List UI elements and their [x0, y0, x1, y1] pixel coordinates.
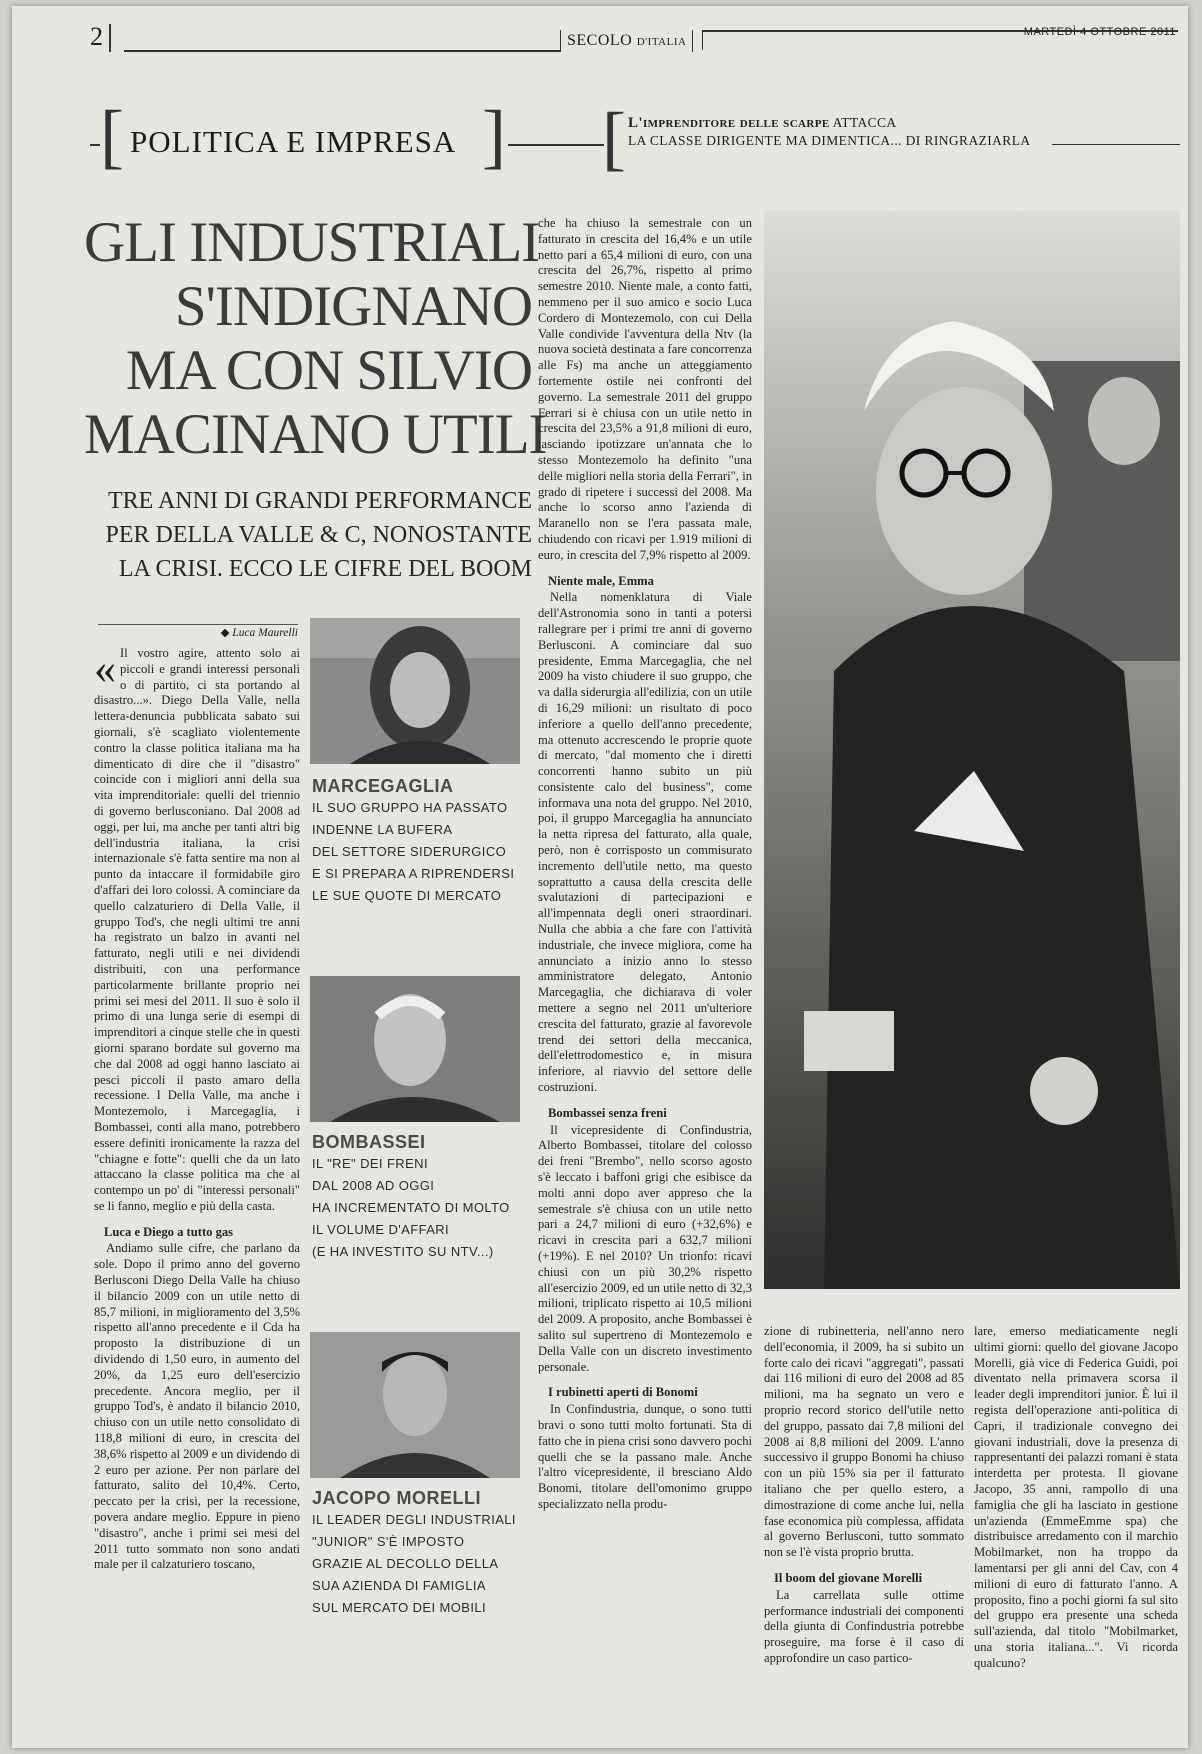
bombassei-photo — [310, 976, 520, 1122]
sidebar-marcegaglia: MARCEGAGLIA IL SUO GRUPPO HA PASSATO INDENNE LA BUFERA DEL SETTORE SIDERURGICO E SI PREPARA A RIPRENDERSI LE SUE QUOTE DI MERCATO — [312, 776, 515, 903]
marcegaglia-photo — [310, 618, 520, 764]
sidebar-bombassei: BOMBASSEI IL "RE" DEI FRENI DAL 2008 AD OGGI HA INCREMENTATO DI MOLTO IL VOLUME D'AFFARI (E HA INVESTITO SU NTV...) — [312, 1132, 510, 1259]
section-rule-left — [90, 144, 100, 146]
newspaper-page — [12, 6, 1188, 1748]
section-title: POLITICA E IMPRESA — [130, 124, 457, 159]
paragraph-heading: I rubinetti aperti di Bonomi — [548, 1385, 698, 1400]
section-kicker: L'imprenditore delle scarpe ATTACCA LA CLASSE DIRIGENTE MA DIMENTICA... DI RINGRAZIARLA — [628, 115, 1031, 148]
kicker-bracket: [ — [602, 98, 626, 178]
header-rule-left — [124, 50, 560, 52]
issue-date: MARTEDÌ 4 OTTOBRE 2011 — [1023, 26, 1176, 38]
paragraph-heading: Bombassei senza freni — [548, 1105, 667, 1120]
paragraph-heading: Il boom del giovane Morelli — [774, 1570, 923, 1585]
section-rule-mid — [508, 144, 604, 146]
article-column-3: che ha chiuso la semestrale con un fatturato in crescita del 16,4% e un utile netto pari a 65,4 milioni di euro, con una crescita del 26,7%, rispetto al primo semestre 2010. Niente male, a conto fatti, nemmeno per il suo amico e socio Luca Cordero di Montezemolo, con cui Della Valle condivide l'avventura della Ntv (la nuova società destinata a fare concorrenza alle Fs) ma anche un atteggiamento fortemente ostile nei confronti del governo. La semestrale 2011 del gruppo Ferrari si è chiusa con un utile netto in crescita del 23,5% a 91,8 milioni di euro, lasciando ipotizzare un'annata che lo stesso Montezemolo ha definito "una delle migliori nella storia della Ferrari", in grado di ripetere i successi del 2008. Ma anche lo scorso anno l'azienda di Maranello non se l'era passata male, chiudendo con ricavi per 1.919 milioni di euro, in crescita del 7,9% rispetto al 2009. Niente male, Emma Nella nomenklatura di Viale dell'Astronomia sono in tanti a potersi rallegrare per i primi tre anni di governo Berlusconi. A cominciare dal suo presidente, Emma Marcegaglia, che nel 2009 ha visto chiudere il suo gruppo, che va dalla siderurgia all'edilizia, con un utile di 16,29 milioni: un risultato di poco inferiore a quello dell'anno precedente, ma ottenuto accrescendo le proprie quote di mercato, "dal momento che i diretti concorrenti hanno subito un più consistente calo del business", come informava una nota del gruppo. Nel 2010, poi, il gruppo Marcegaglia ha annunciato la netta ripresa del fatturato, alla quale, però, non è corrisposto un commisurato incremento dell'utile netto, ma questo soprattutto a causa della crescita delle svalutazioni di partecipazioni e all'impennata degli oneri straordinari. Nulla che abbia a che fare con l'attività industriale, che invece migliora, come ha annunciato a inizio anno lo stesso amministratore delegato, Antonio Marcegaglia, che dichiarava di voler mettere a segno nel 2011 un'ulteriore crescita del fatturato, grazie al favorevole trend dei settori della meccanica, dell'elettrodomestico e, in misura inferiore, al riavvio del settore delle costruzioni. Bombassei senza freni Il vicepresidente di Confindustria, Alberto Bombassei, titolare del colosso dei freni "Brembo", nello scorso agosto s'è leccato i baffoni grigi che esibisce da molti anni dopo aver appreso che la semestrale s'è chiusa con un utile netto pari a 24,7 milioni di euro (+32,6%) e ricavi in crescita pari a 632,7 milioni (+19%). E nel 2010? Un trionfo: ricavi chiusi con un più 30,2% rispetto all'esercizio 2009, ed un utile netto di 32,3 milioni, triplicato rispetto ai 10,5 milioni del 2009. A proposito, anche Bombassei è salito sul supertreno di Montezemolo e Della Valle con un discreto investimento personale. I rubinetti aperti di Bonomi In Confindustria, dunque, o sono tutti bravi o sono tutti molto fortunati. Sta di fatto che in piena crisi sono davvero pochi quelli che se la passano male. Anche l'altro vicepresidente, il bresciano Aldo Bonomi, titolare dell'omonimo gruppo specializzato nella produ- — [538, 216, 752, 1511]
section-rule-right — [1052, 144, 1180, 145]
paragraph-heading: Luca e Diego a tutto gas — [104, 1224, 234, 1239]
sidebar-morelli: JACOPO MORELLI IL LEADER DEGLI INDUSTRIALI "JUNIOR" S'È IMPOSTO GRAZIE AL DECOLLO DELLA SUA AZIENDA DI FAMIGLIA SUL MERCATO DEI MOBILI — [312, 1488, 516, 1615]
headline: GLI INDUSTRIALI S'INDIGNANO MA CON SILVIO MACINANO UTILI — [84, 211, 547, 466]
article-column-4: zione di rubinetteria, nell'anno nero dell'economia, il 2009, ha si subito un forte calo dei ricavi "aggregati", passati dai 116 milioni di euro del 2008 ad 85 milioni, ma ha segnato un vero e proprio record storico dell'utile netto del gruppo, passato dai 7,8 milioni del 2008 ai 8,8 milioni del 2009. L'anno successivo il gruppo Bonomi ha chiuso con un più 15% sia per il fatturato italiano che per quello estero, a dimostrazione di come anche lui, nella fase economica più complessa, affidata al governo Berlusconi, tutto sommato non se l'è vista proprio brutta. Il boom del giovane Morelli La carrellata sulle ottime performance industriali dei componenti della giunta di Confindustria potrebbe proseguire, ma forse è il caso di approfondire un caso partico- — [764, 1324, 964, 1665]
paragraph-heading: Niente male, Emma — [548, 573, 654, 588]
newspaper-name: SECOLO D'ITALIA — [560, 30, 693, 52]
morelli-photo — [310, 1332, 520, 1478]
close-bracket: ] — [482, 96, 506, 176]
article-column-1: « Il vostro agire, attento solo ai piccoli e grandi interessi personali o di partito, ci sta portando al disastro...». Diego Della Valle, nella lettera-denuncia pubblicata sabato sui giornali, s'è scagliato violentemente contro la classe politica italiana ma ha dimenticato di dire che il "disastro" coincide con i migliori anni della sua vita imprenditoriale: quelli del triennio di governo berlusconiano. Dal 2008 ad oggi, per lui, ma anche per tanti altri big dell'industria italiana, la crisi internazionale s'è fatta sentire ma non al punto da intaccare il formidabile giro d'affari dei loro colossi. A cominciare da quello calzaturiero di Della Valle, il gruppo Tod's, che negli ultimi tre anni ha registrato un balzo in avanti nel fatturato, negli utili e nei dividendi distribuiti, con una performance particolarmente brillante proprio nei primi sei mesi del 2011. Il suo è solo il primo di una lunga serie di esempi di imprenditori a cinque stelle che in questi giorni sparano bordate sul governo ma che dal 2008 ad oggi hanno lasciato ai pesci piccoli il pasto amaro della recessione. I Della Valle, ma anche i Montezemolo, i Marcegaglia, i Bombassei, conti alla mano, potrebbero essere definiti ironicamente la razza del "chiagne e fotte": quelli che da un lato attaccano la classe politica ma che al contempo un po' di "interessi personali" se li fanno, meglio e più della casta. Luca e Diego a tutto gas Andiamo sulle cifre, che parlano da sole. Dopo il primo anno del governo Berlusconi Diego Della Valle ha chiuso il bilancio 2009 con un utile netto di 85,7 milioni, in miglioramento del 3,5% rispetto all'anno precedente e il Cda ha proposto la distribuzione di un dividendo di 1,50 euro, in aumento del 20%, da 1,25 euro dell'esercizio precedente. Ancora meglio, per il gruppo Tod's, è andato il bilancio 2010, chiuso con un utile netto consolidato di 118,8 milioni di euro, in crescita del 38,6% rispetto al 2009 e un dividendo di 2 euro per azione. Per non parlare del fatturato, salito del 10,4%. Certo, peccato per la crisi, per la recessione, povera andare meglio. Eppure in pieno "disastro", anche i primi sei mesi del 2011 tutto sommato non sono andati male per il calzaturiero toscano, — [94, 646, 300, 1572]
open-bracket: [ — [100, 96, 124, 176]
page-number: 2 — [90, 24, 111, 52]
byline: ◆ Luca Maurelli — [98, 624, 298, 639]
della-valle-photo — [764, 211, 1180, 1289]
page-header — [90, 24, 1180, 54]
subheadline: TRE ANNI DI GRANDI PERFORMANCE PER DELLA VALLE & C, NONOSTANTE LA CRISI. ECCO LE CIFRE DEL BOOM — [105, 488, 532, 582]
drop-quote-mark: « — [94, 646, 116, 693]
article-column-5: lare, emerso mediaticamente negli ultimi giorni: quello del giovane Jacopo Morelli, già vice di Federica Guidi, poi diventato nella primavera scorsa il leader degli imprenditori junior. È lui il regista dell'operazione anti-politica di Capri, il tradizionale convegno dei giovani industriali, dove la presenza di rappresentanti dei palazzi romani è stata interdetta per protesta. Il giovane Jacopo, 35 anni, rampollo di una famiglia che gli ha lasciato in gestione un'azienda (EmmeEmme spa) che distribuisce arredamento con il marchio Mobilmarket, non ha troppo da lamentarsi per gli anni del Cav, con 4 milioni di euro di fatturato l'anno. A proposito, fino a pochi giorni fa sul sito del gruppo era presente una scheda sull'azienda, dal titolo "Mobilmarket, una storia italiana...". Vi ricorda qualcuno? — [974, 1324, 1178, 1670]
